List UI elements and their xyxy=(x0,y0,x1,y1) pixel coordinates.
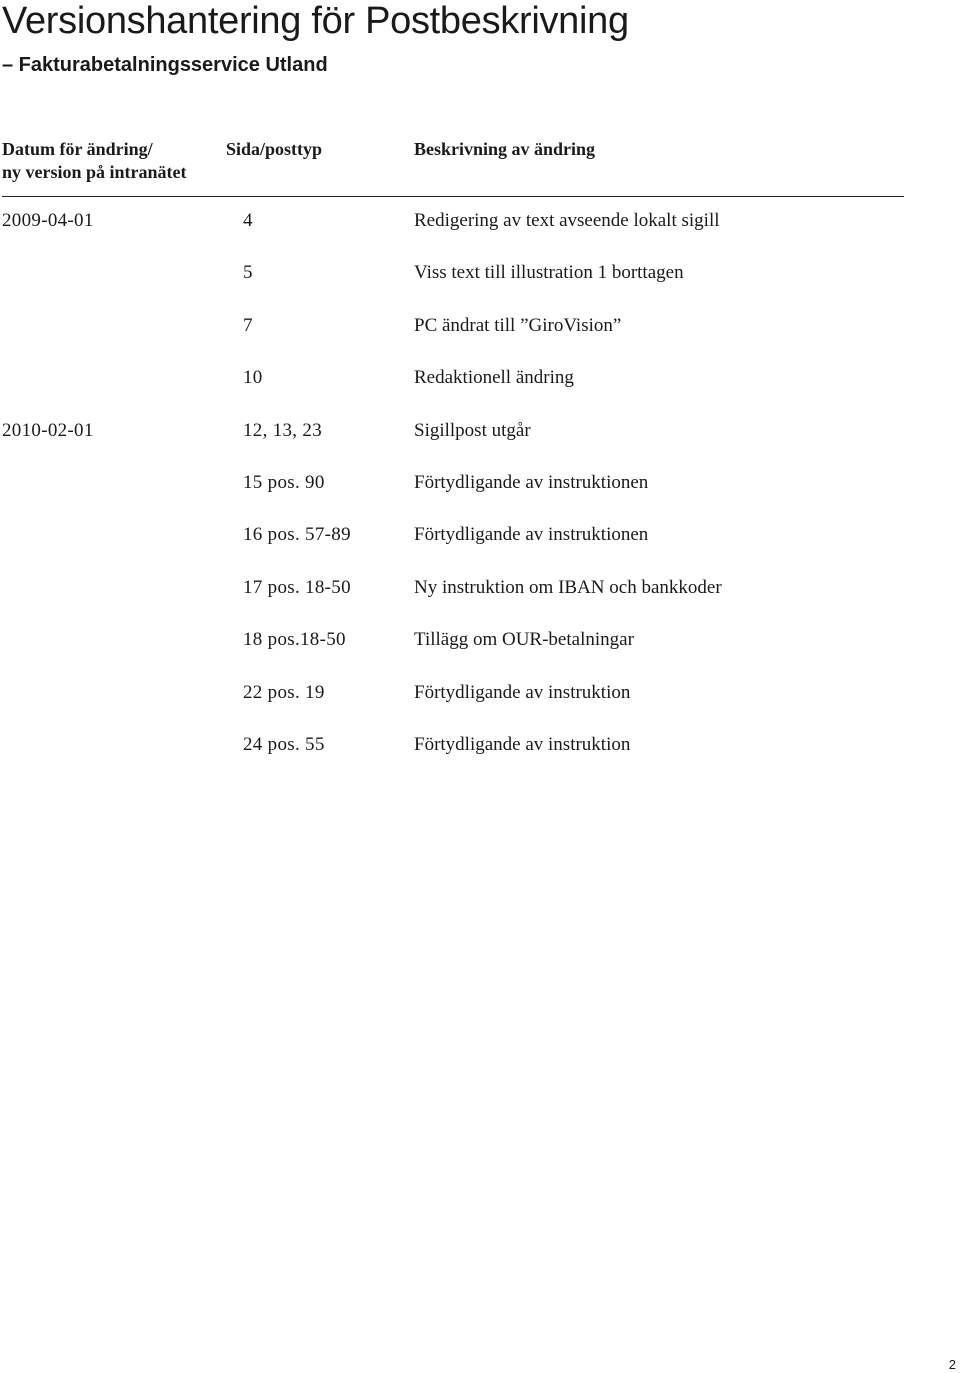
page-number: 2 xyxy=(948,1357,956,1372)
row-description: Redigering av text avseende lokalt sigill xyxy=(414,210,720,231)
version-table xyxy=(2,138,904,785)
document-subtitle: – Fakturabetalningsservice Utland xyxy=(2,54,328,76)
row-description: Ny instruktion om IBAN och bankkoder xyxy=(414,576,722,598)
header-date-line1: Datum för ändring/ xyxy=(2,139,153,159)
row-description: Tillägg om OUR-betalningar xyxy=(414,629,634,651)
table-row xyxy=(2,523,904,575)
row-page: 4 xyxy=(243,210,253,231)
table-row xyxy=(2,419,904,471)
table-row xyxy=(2,681,904,733)
row-page: 10 xyxy=(243,367,263,389)
row-description: Redaktionell ändring xyxy=(414,367,574,389)
row-description: Viss text till illustration 1 borttagen xyxy=(414,262,684,284)
document-title: Versionshantering för Postbeskrivning xyxy=(2,0,629,42)
row-page: 18 pos.18-50 xyxy=(243,629,346,651)
row-description: PC ändrat till ”GiroVision” xyxy=(414,314,622,336)
header-description: Beskrivning av ändring xyxy=(414,139,596,159)
row-page: 7 xyxy=(243,314,253,336)
row-page: 17 pos. 18-50 xyxy=(243,576,351,598)
row-date: 2010-02-01 xyxy=(2,419,94,441)
table-row xyxy=(2,314,904,366)
header-page: Sida/posttyp xyxy=(226,139,323,159)
table-row xyxy=(2,261,904,313)
row-page: 12, 13, 23 xyxy=(243,419,322,441)
table-row xyxy=(2,209,904,261)
header-date xyxy=(2,138,222,184)
table-header xyxy=(2,138,904,197)
row-page: 24 pos. 55 xyxy=(243,733,325,755)
row-description: Sigillpost utgår xyxy=(414,419,531,441)
table-row xyxy=(2,576,904,628)
row-date: 2009-04-01 xyxy=(2,210,94,231)
table-row xyxy=(2,366,904,418)
table-row xyxy=(2,733,904,785)
header-date-line2: ny version på intranätet xyxy=(2,162,187,182)
row-description: Förtydligande av instruktion xyxy=(414,733,631,755)
row-description: Förtydligande av instruktionen xyxy=(414,471,649,493)
table-row xyxy=(2,471,904,523)
row-page: 15 pos. 90 xyxy=(243,471,325,493)
table-row xyxy=(2,628,904,680)
row-page: 5 xyxy=(243,262,253,284)
row-page: 22 pos. 19 xyxy=(243,681,325,703)
row-description: Förtydligande av instruktion xyxy=(414,681,631,703)
table-body xyxy=(2,209,904,785)
row-page: 16 pos. 57-89 xyxy=(243,524,351,546)
row-description: Förtydligande av instruktionen xyxy=(414,524,649,546)
